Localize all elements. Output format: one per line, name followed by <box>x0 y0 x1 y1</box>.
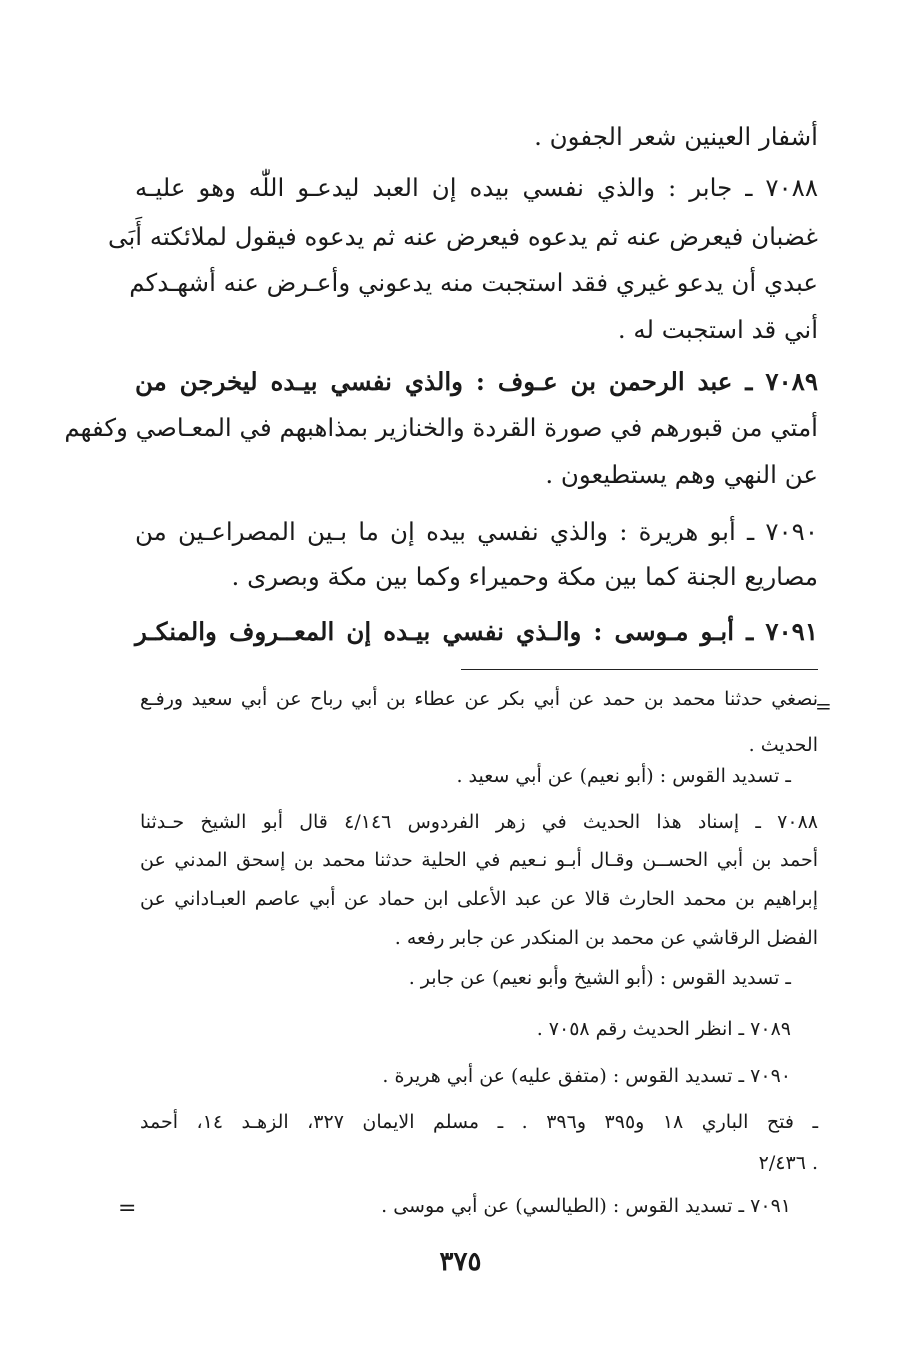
continuation-mark: = <box>118 1196 137 1221</box>
text-line: مصاريع الجنة كما بين مكة وحميراء وكما بين مكة وبصرى . <box>231 562 818 591</box>
footnote-7089: ٧٠٨٩ ـ انظر الحديث رقم ٧٠٥٨ . <box>536 1018 791 1040</box>
footnote-divider <box>461 669 818 670</box>
hadith-7090-line: ٧٠٩٠ ـ أبو هريرة : والذي نفسي بيده إن ما بـين المصراعـين من <box>135 517 818 546</box>
footnote-7088: ٧٠٨٨ ـ إسناد هذا الحديث في زهر الفردوس ٤/١٤٦ قال أبو الشيخ حـدثنا <box>140 811 818 833</box>
hadith-7089-line: ٧٠٨٩ ـ عبد الرحمن بن عـوف : والذي نفسي بيـده ليخرجن من <box>135 367 818 396</box>
footnote-7091: ٧٠٩١ ـ تسديد القوس : (الطيالسي) عن أبي موسى . <box>381 1195 791 1217</box>
footnote-line: ـ تسديد القوس : (أبو الشيخ وأبو نعيم) عن جابر . <box>408 967 791 989</box>
footnote-7090: ٧٠٩٠ ـ تسديد القوس : (متفق عليه) عن أبي هريرة . <box>382 1065 791 1087</box>
footnote-line: نصغي حدثنا محمد بن حمد عن أبي بكر عن عطاء بن أبي رباح عن أبي سعيد ورفـع <box>140 688 818 710</box>
footnote-line: أحمد بن أبي الحســن وقـال أبـو نـعيم في الحلية حدثنا محمد بن إسحق المدني عن <box>140 849 819 871</box>
page-number: ٣٧٥ <box>439 1247 482 1277</box>
hadith-7088-line: ٧٠٨٨ ـ جابر : والذي نفسي بيده إن العبد ليدعـو اللّٰه وهو عليـه <box>135 173 818 202</box>
text-line: غضبان فيعرض عنه ثم يدعوه فيعرض عنه ثم يدعوه فيقول لملائكته أَبَى <box>108 222 818 251</box>
text-line: أشفار العينين شعر الجفون . <box>534 122 818 151</box>
footnote-line: إبراهيم بن محمد الحارث قالا عن عبد الأعلى ابن حماد عن أبي عاصم العبـاداني عن <box>140 888 818 910</box>
footnote-line: الفضل الرقاشي عن محمد بن المنكدر عن جابر رفعه . <box>394 927 818 949</box>
continuation-mark: = <box>815 694 832 718</box>
footnote-line: . ٢/٤٣٦ <box>758 1152 818 1174</box>
text-line: عبدي أن يدعو غيري فقد استجبت منه يدعوني وأعـرض عنه أشهـدكم <box>129 268 818 297</box>
footnote-line: ـ فتح الباري ١٨ و٣٩٥ و٣٩٦ . ـ مسلم الايمان ٣٢٧، الزهـد ١٤، أحمد <box>140 1111 819 1133</box>
hadith-7091-line: ٧٠٩١ ـ أبـو مـوسى : والـذي نفسي بيـده إن المعــروف والمنكـر <box>135 617 818 646</box>
text-line: عن النهي وهم يستطيعون . <box>545 460 818 489</box>
footnote-line: ـ تسديد القوس : (أبو نعيم) عن أبي سعيد . <box>456 765 791 787</box>
text-line: أمتي من قبورهم في صورة القردة والخنازير بمذاهبهم في المعـاصي وكفهم <box>64 413 818 442</box>
text-line: أني قد استجبت له . <box>617 315 818 344</box>
footnote-line: الحديث . <box>748 734 818 756</box>
